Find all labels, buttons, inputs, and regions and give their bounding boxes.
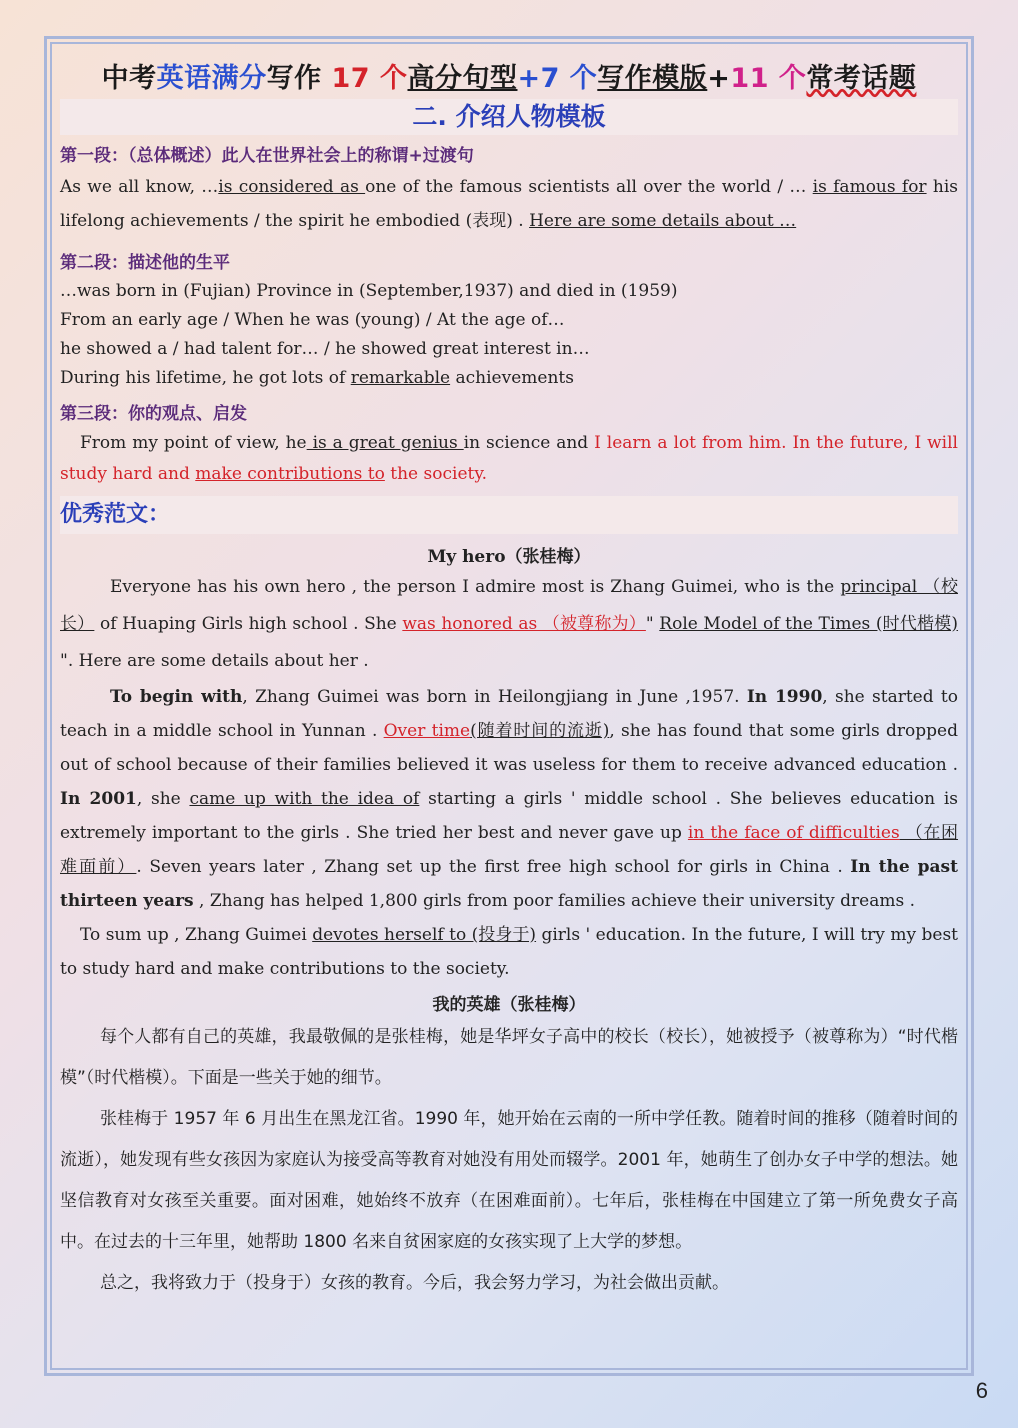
bold-phrase: To begin with — [110, 687, 243, 707]
text: girls ' education. In the future, I will try my best to study hard and make contributions to the society. — [60, 925, 959, 979]
key-phrase: principal （校长） — [60, 577, 958, 634]
paragraph1-heading: 第一段：（总体概述）此人在世界社会上的称谓+过渡句 — [60, 146, 474, 166]
title-part: 中考 — [101, 63, 157, 94]
text: During his lifetime, he got lots of — [60, 368, 351, 388]
key-phrase: devotes herself to (投身于) — [312, 925, 537, 945]
title-part: 高分句型 — [407, 63, 518, 94]
essay-paragraph-2 — [60, 680, 958, 918]
bold-phrase: In 2001 — [60, 789, 137, 809]
text: From my point of view, he — [80, 433, 307, 453]
paragraph2-line — [60, 364, 958, 393]
paragraph2-line: he showed a / had talent for… / he showed great interest in… — [60, 339, 590, 359]
text: Everyone has his own hero , the person I admire most is Zhang Guimei, who is the — [110, 577, 841, 597]
text: starting a girls ' middle school . She believes education is extremely important to the girls . She tried her best and never gave up — [60, 789, 958, 843]
text: , she has found that some girls dropped out of school because of their families believed it was useless for them to receive advanced education . — [60, 721, 958, 775]
key-phrase: was honored as （被尊称为） — [402, 614, 646, 634]
text: To sum up , Zhang Guimei — [80, 925, 313, 945]
paragraph1-template — [60, 170, 958, 238]
title-part: 常考话题 — [806, 63, 917, 94]
highlight-text: the society. — [384, 464, 488, 484]
document-content — [60, 52, 958, 1304]
text: of Huaping Girls high school . She — [94, 614, 403, 634]
text: , Zhang Guimei was born in Heilongjiang in June ,1957. — [242, 687, 747, 707]
chinese-paragraph-3: 总之，我将致力于（投身于）女孩的教育。今后，我会努力学习，为社会做出贡献。 — [100, 1273, 729, 1293]
paragraph2-heading: 第二段：描述他的生平 — [60, 253, 230, 273]
key-phrase: is considered as — [218, 177, 366, 197]
paragraph3-template — [60, 428, 958, 490]
text: in science and — [463, 433, 595, 453]
page-number: 6 — [975, 1378, 988, 1403]
key-phrase: (随着时间的流逝) — [470, 721, 610, 741]
key-phrase: is famous for — [812, 177, 927, 197]
title-part: 17 个 — [331, 63, 408, 94]
title-part: 英语满分 — [156, 63, 267, 94]
title-part: + — [707, 63, 731, 94]
paragraph3-heading: 第三段：你的观点、启发 — [60, 404, 247, 424]
key-phrase: remarkable — [350, 368, 451, 388]
bold-phrase: In 1990 — [746, 687, 823, 707]
title-part: 写作 — [266, 63, 332, 94]
essay-title: My hero（张桂梅） — [427, 547, 591, 567]
text: , she started to teach in a middle school in Yunnan . — [60, 687, 958, 741]
chinese-paragraph-1: 每个人都有自己的英雄，我最敬佩的是张桂梅，她是华坪女子高中的校长（校长），她被授予（被尊称为）“时代楷模”（时代楷模）。下面是一些关于她的细节。 — [60, 1027, 958, 1088]
title-part: +7 个 — [517, 63, 598, 94]
text: As we all know, … — [60, 177, 219, 197]
essay-paragraph-3 — [60, 918, 958, 986]
page-title — [60, 56, 958, 95]
key-phrase: Over time — [383, 721, 471, 741]
key-phrase: Here are some details about … — [529, 211, 797, 231]
text: ". Here are some details about her . — [60, 651, 369, 671]
highlight-text: I learn a lot from him. In the future, I will study hard and — [60, 433, 958, 484]
text: , she — [136, 789, 190, 809]
key-phrase: make contributions to — [195, 464, 385, 484]
essay-paragraph-1 — [60, 569, 958, 680]
key-phrase: in the face of difficulties — [687, 823, 900, 843]
chinese-essay-title: 我的英雄（张桂梅） — [432, 995, 586, 1015]
text: " — [645, 614, 660, 634]
title-part: 写作模版 — [597, 63, 708, 94]
paragraph2-line: From an early age / When he was (young) / At the age of… — [60, 310, 565, 330]
sample-essay-label: 优秀范文： — [60, 496, 958, 534]
key-phrase: （在困难面前） — [60, 823, 959, 877]
key-phrase: is a great genius — [306, 433, 464, 453]
key-phrase: came up with the idea of — [189, 789, 420, 809]
key-phrase: Role Model of the Times (时代楷模) — [659, 614, 959, 634]
bold-phrase: In the past thirteen years — [60, 857, 958, 911]
text: achievements — [450, 368, 574, 388]
text: , Zhang has helped 1,800 girls from poor families achieve their university dreams . — [193, 891, 916, 911]
paragraph2-line: …was born in (Fujian) Province in (September,1937) and died in (1959) — [60, 281, 678, 301]
text: . Seven years later , Zhang set up the first free high school for girls in China . — [136, 857, 851, 877]
text: his lifelong achievements / the spirit he embodied (表现) . — [60, 177, 958, 231]
title-part: 11 个 — [730, 63, 807, 94]
section-subtitle: 二. 介绍人物模板 — [60, 99, 958, 135]
text: one of the famous scientists all over the world / … — [365, 177, 813, 197]
chinese-paragraph-2: 张桂梅于 1957 年 6 月出生在黑龙江省。1990 年，她开始在云南的一所中学任教。随着时间的推移（随着时间的流逝），她发现有些女孩因为家庭认为接受高等教育对她没有用处而辍学。2001 年，她萌生了创办女子中学的想法。她坚信教育对女孩至关重要。面对困难，她始终不放弃（在困难面前）。七年后，张桂梅在中国建立了第一所免费女子高中。在过去的十三年里，她帮助 1800 名来自贫困家庭的女孩实现了上大学的梦想。 — [60, 1109, 958, 1252]
